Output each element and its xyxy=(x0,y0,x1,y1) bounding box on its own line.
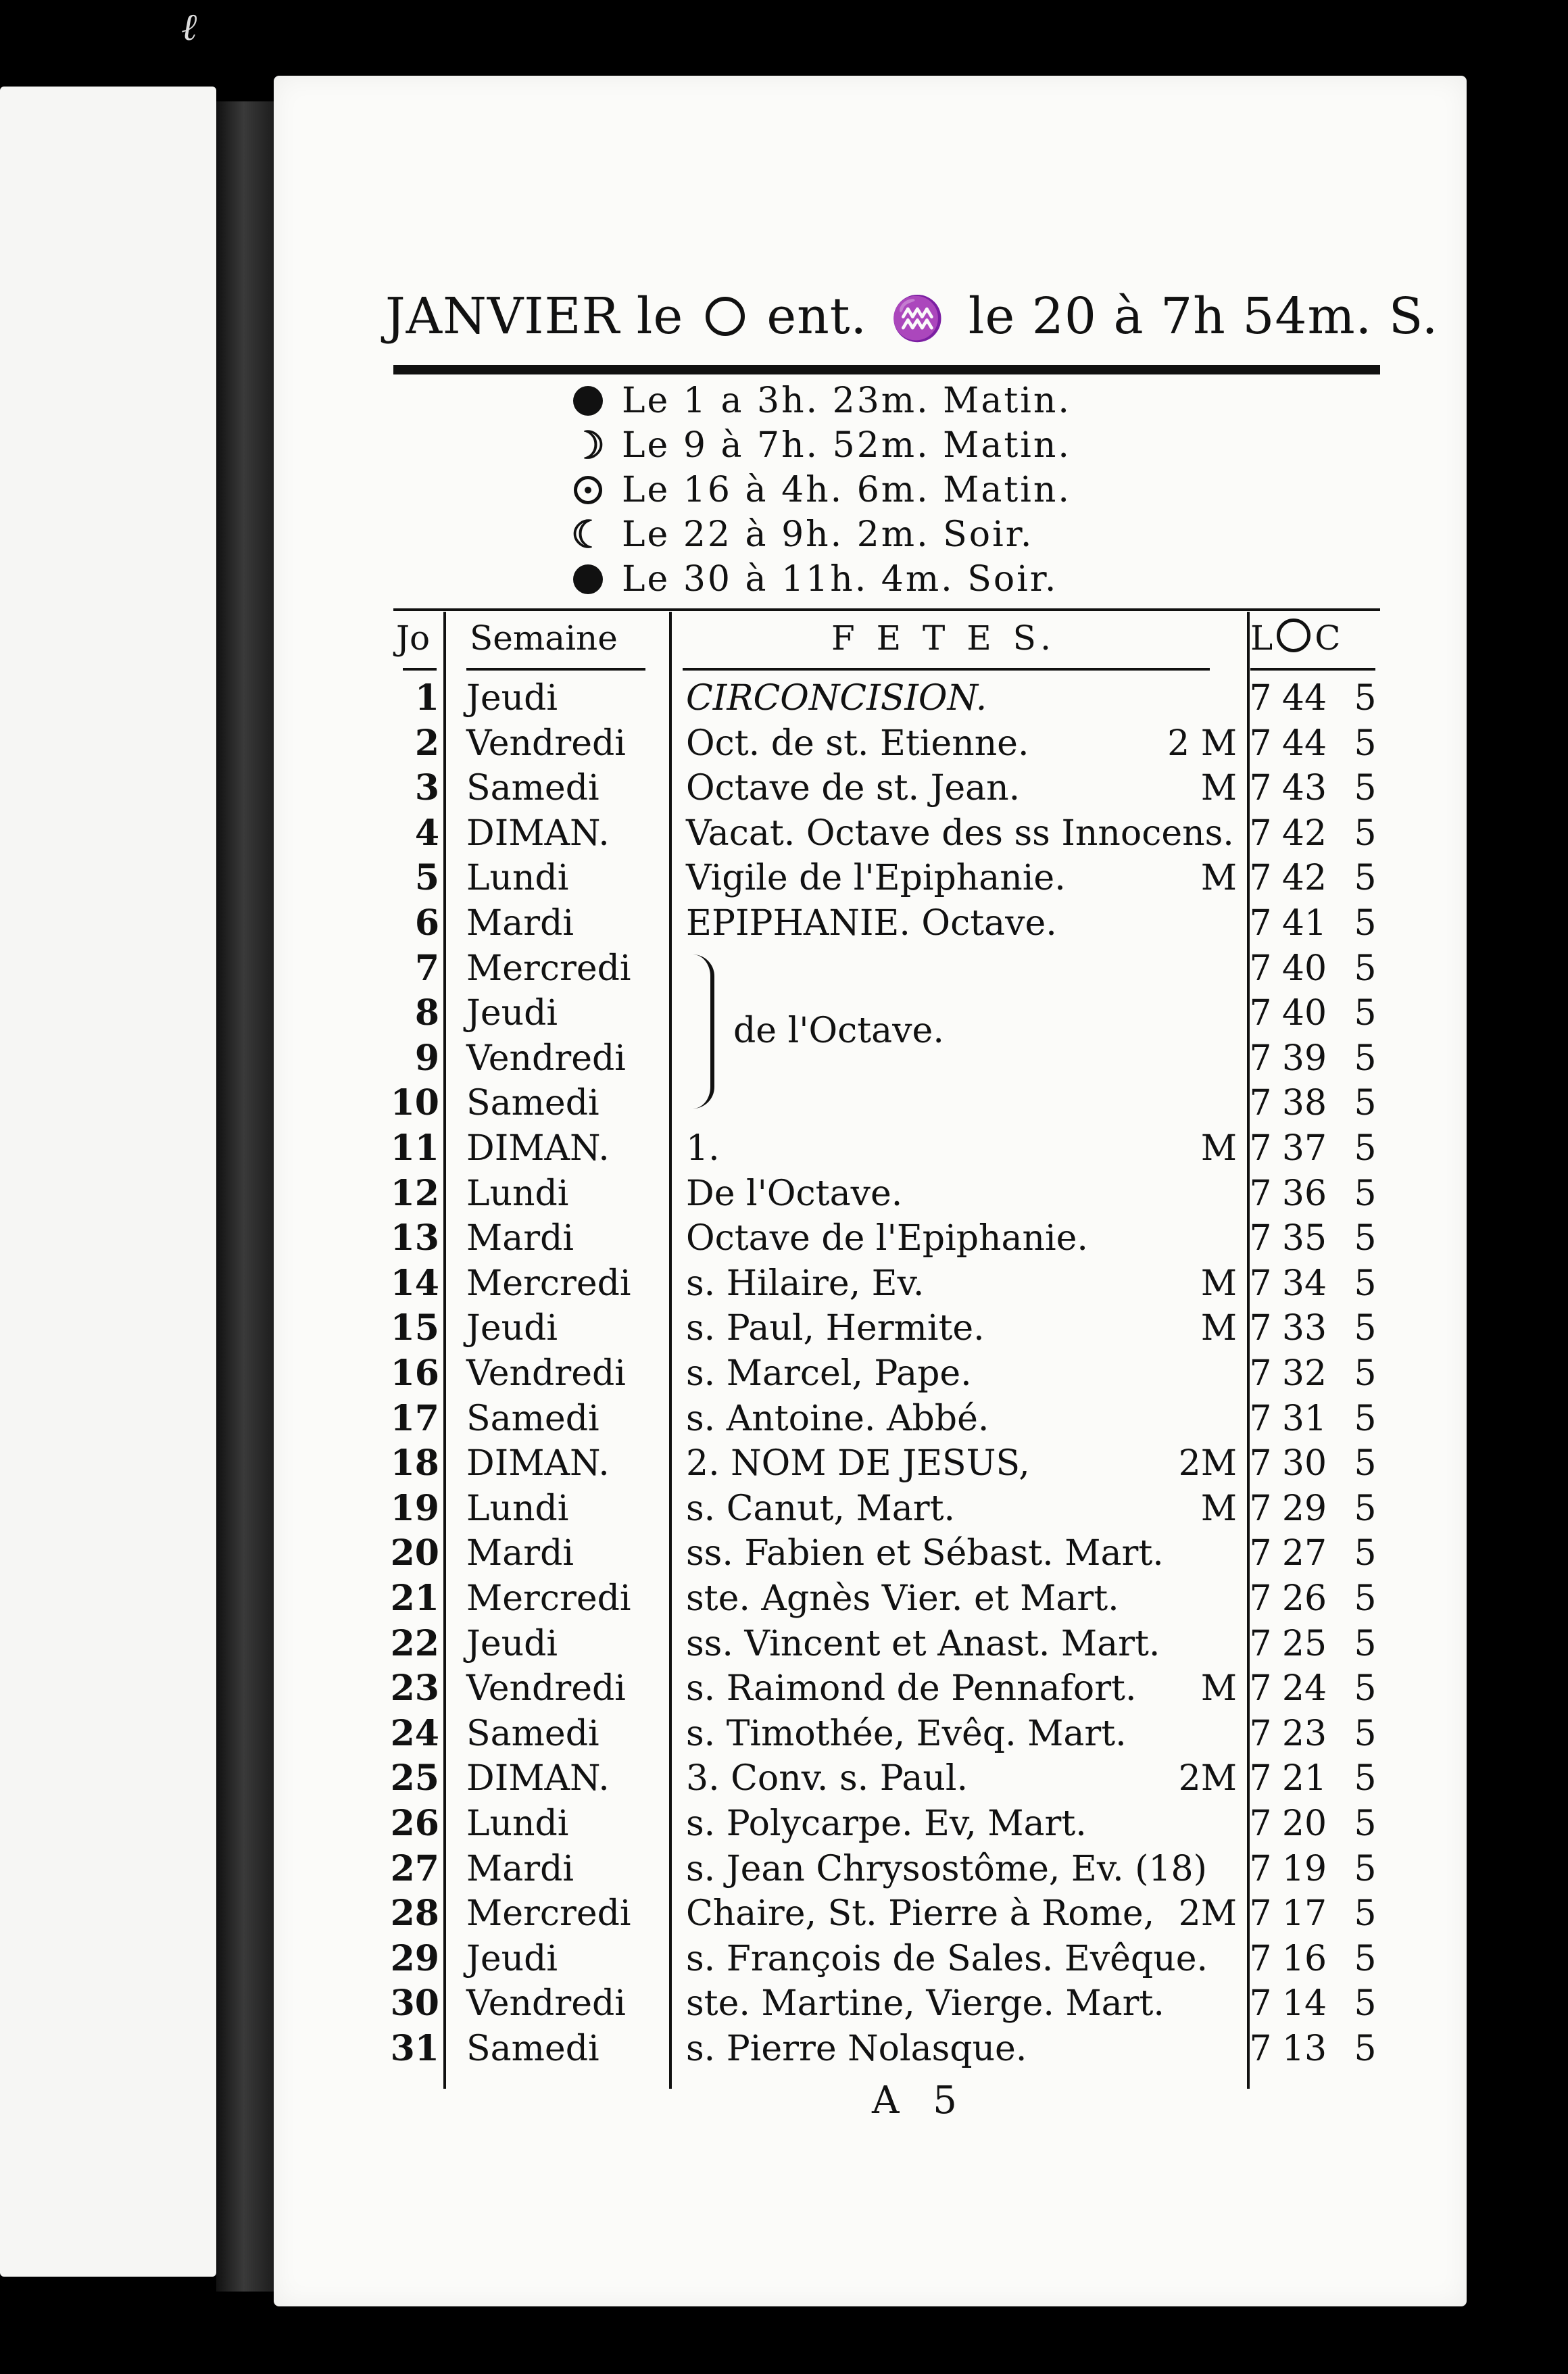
sunset-hour: 5 xyxy=(1354,1983,1377,2025)
sunrise-minute: 24 xyxy=(1281,1668,1327,1710)
table-row xyxy=(0,1261,1568,1307)
feast-name: 2. NOM DE JESUS, xyxy=(686,1443,1030,1484)
sunrise-hour: 7 xyxy=(1249,1938,1272,1979)
sunset-hour: 5 xyxy=(1354,1623,1377,1664)
day-number: 23 xyxy=(390,1668,439,1710)
sunrise-hour: 7 xyxy=(1249,1173,1272,1214)
sunrise-minute: 34 xyxy=(1281,1263,1327,1304)
weekday: Mercredi xyxy=(466,1263,631,1304)
feast-name: s. Raimond de Pennafort. xyxy=(686,1668,1137,1710)
octave-label: de l'Octave. xyxy=(733,1011,944,1051)
sunrise-minute: 30 xyxy=(1281,1443,1327,1484)
sunset-hour: 5 xyxy=(1354,1713,1377,1754)
sunset-hour: 5 xyxy=(1354,678,1377,719)
new-moon-icon xyxy=(568,564,608,594)
feast-name: Vacat. Octave des ss Innocens. xyxy=(686,813,1234,854)
sunrise-hour: 7 xyxy=(1249,1758,1272,1799)
feast-name: CIRCONCISION. xyxy=(686,678,987,719)
weekday: Samedi xyxy=(466,768,599,809)
sunrise-minute: 16 xyxy=(1281,1938,1327,1979)
sunrise-minute: 39 xyxy=(1281,1038,1327,1079)
sunrise-minute: 40 xyxy=(1281,948,1327,989)
day-number: 6 xyxy=(414,902,439,944)
table-row xyxy=(0,1351,1568,1397)
weekday: Mercredi xyxy=(466,948,631,989)
mass-mark: 2M xyxy=(1178,1443,1237,1484)
day-number: 19 xyxy=(390,1487,439,1529)
full-moon-icon xyxy=(568,476,608,504)
moon-phase-row xyxy=(568,557,1244,602)
mass-mark: 2M xyxy=(1178,1758,1237,1799)
weekday: Samedi xyxy=(466,1713,599,1754)
feast-name: s. Paul, Hermite. xyxy=(686,1308,985,1349)
feast-name: s. Canut, Mart. xyxy=(686,1488,955,1529)
octave-brace xyxy=(693,954,714,1109)
day-number: 16 xyxy=(390,1353,439,1394)
sunrise-hour: 7 xyxy=(1249,768,1272,809)
weekday: Jeudi xyxy=(466,1938,558,1979)
table-row xyxy=(0,1756,1568,1801)
weekday: Mardi xyxy=(466,1848,574,1889)
day-number: 17 xyxy=(390,1397,439,1439)
table-row xyxy=(0,856,1568,901)
moon-phase-text: Le 30 à 11h. 4m. Soir. xyxy=(622,559,1058,600)
feast-name: ste. Martine, Vierge. Mart. xyxy=(686,1983,1165,2025)
feast-name: Oct. de st. Etienne. xyxy=(686,723,1029,764)
table-row xyxy=(0,811,1568,856)
feast-name: EPIPHANIE. Octave. xyxy=(686,903,1057,944)
sunrise-hour: 7 xyxy=(1249,2029,1272,2069)
day-number: 24 xyxy=(390,1712,439,1754)
sunrise-hour: 7 xyxy=(1249,723,1272,764)
day-number: 11 xyxy=(390,1128,439,1169)
sunrise-minute: 14 xyxy=(1281,1983,1327,2025)
sunset-hour: 5 xyxy=(1354,813,1377,854)
feast-name: s. Marcel, Pape. xyxy=(686,1353,972,1394)
mass-mark: M xyxy=(1200,768,1237,809)
table-row xyxy=(0,1622,1568,1667)
moon-phase-row xyxy=(568,423,1244,468)
table-row xyxy=(0,1801,1568,1847)
moon-phase-text: Le 22 à 9h. 2m. Soir. xyxy=(622,514,1034,555)
moon-phases xyxy=(568,379,1244,602)
moon-phase-text: Le 1 a 3h. 23m. Matin. xyxy=(622,381,1071,421)
mass-mark: 2 M xyxy=(1167,723,1237,764)
weekday: Mardi xyxy=(466,1218,574,1259)
day-number: 18 xyxy=(390,1443,439,1484)
sunrise-hour: 7 xyxy=(1249,993,1272,1034)
table-row xyxy=(0,1666,1568,1712)
sunset-hour: 5 xyxy=(1354,1848,1377,1889)
mass-mark: 2M xyxy=(1178,1893,1237,1935)
mass-mark: M xyxy=(1200,1308,1237,1349)
feast-name: s. Polycarpe. Ev, Mart. xyxy=(686,1803,1087,1844)
sunrise-hour: 7 xyxy=(1249,1623,1272,1664)
sun-icon xyxy=(1277,619,1310,652)
sunset-hour: 5 xyxy=(1354,768,1377,809)
weekday: DIMAN. xyxy=(466,1443,610,1484)
table-row xyxy=(0,1081,1568,1126)
feast-name: ste. Agnès Vier. et Mart. xyxy=(686,1578,1119,1619)
moon-phase-row xyxy=(568,468,1244,512)
table-row xyxy=(0,1441,1568,1486)
table-row xyxy=(0,1891,1568,1937)
sunrise-hour: 7 xyxy=(1249,1578,1272,1619)
sunrise-hour: 7 xyxy=(1249,1353,1272,1394)
header-feasts: F E T E S. xyxy=(831,619,1056,658)
sunset-hour: 5 xyxy=(1354,1893,1377,1935)
mass-mark: M xyxy=(1200,1263,1237,1304)
weekday: DIMAN. xyxy=(466,1128,610,1169)
feast-name: Vigile de l'Epiphanie. xyxy=(686,858,1066,899)
sunrise-minute: 31 xyxy=(1281,1398,1327,1439)
day-number: 30 xyxy=(390,1983,439,2025)
sunset-hour: 5 xyxy=(1354,1398,1377,1439)
weekday: Jeudi xyxy=(466,678,558,719)
weekday: Mercredi xyxy=(466,1893,631,1935)
month-header xyxy=(385,287,1439,345)
moon-phase-row xyxy=(568,512,1244,557)
header-day: Jo xyxy=(396,619,431,658)
weekday: Jeudi xyxy=(466,1623,558,1664)
day-number: 5 xyxy=(414,857,439,899)
feast-name: s. Pierre Nolasque. xyxy=(686,2029,1027,2069)
sunset-hour: 5 xyxy=(1354,1668,1377,1710)
sunrise-minute: 38 xyxy=(1281,1083,1327,1124)
weekday: DIMAN. xyxy=(466,813,610,854)
day-number: 13 xyxy=(390,1217,439,1259)
day-number: 10 xyxy=(390,1082,439,1124)
weekday: Vendredi xyxy=(466,1983,626,2025)
weekday: Vendredi xyxy=(466,723,626,764)
sunrise-hour: 7 xyxy=(1249,1128,1272,1169)
weekday: Lundi xyxy=(466,1173,569,1214)
day-number: 22 xyxy=(390,1622,439,1664)
table-row xyxy=(0,1306,1568,1351)
sunset-hour: 5 xyxy=(1354,1533,1377,1574)
weekday: Mardi xyxy=(466,1533,574,1574)
day-number: 21 xyxy=(390,1578,439,1619)
table-row xyxy=(0,1216,1568,1261)
sunrise-hour: 7 xyxy=(1249,903,1272,944)
feast-name: s. Timothée, Evêq. Mart. xyxy=(686,1713,1127,1754)
header-underline xyxy=(466,668,645,671)
mass-mark: M xyxy=(1200,1488,1237,1529)
page-signature: A 5 xyxy=(872,2079,968,2123)
sunrise-hour: 7 xyxy=(1249,1803,1272,1844)
header-title-mid: ent. xyxy=(766,287,868,345)
sunrise-minute: 44 xyxy=(1281,723,1327,764)
sunrise-minute: 20 xyxy=(1281,1803,1327,1844)
header-week: Semaine xyxy=(470,619,618,658)
table-row xyxy=(0,1486,1568,1532)
sunrise-minute: 44 xyxy=(1281,678,1327,719)
sunrise-minute: 27 xyxy=(1281,1533,1327,1574)
sunrise-hour: 7 xyxy=(1249,678,1272,719)
weekday: Samedi xyxy=(466,1083,599,1124)
sunrise-minute: 29 xyxy=(1281,1488,1327,1529)
sunrise-minute: 25 xyxy=(1281,1623,1327,1664)
day-number: 4 xyxy=(414,812,439,854)
moon-phase-text: Le 16 à 4h. 6m. Matin. xyxy=(622,470,1071,510)
feast-name: s. François de Sales. Evêque. xyxy=(686,1938,1208,1979)
table-row xyxy=(0,1847,1568,1892)
sunrise-hour: 7 xyxy=(1249,1083,1272,1124)
header-sun-l: L xyxy=(1250,619,1273,658)
day-number: 25 xyxy=(390,1758,439,1799)
weekday: Mardi xyxy=(466,903,574,944)
day-number: 1 xyxy=(414,677,439,719)
sunset-hour: 5 xyxy=(1354,1083,1377,1124)
day-number: 29 xyxy=(390,1937,439,1979)
header-sun-c: C xyxy=(1315,619,1341,658)
sunset-hour: 5 xyxy=(1354,1218,1377,1259)
mass-mark: M xyxy=(1200,1668,1237,1710)
weekday: Vendredi xyxy=(466,1668,626,1710)
sunset-hour: 5 xyxy=(1354,1038,1377,1079)
day-number: 28 xyxy=(390,1893,439,1935)
weekday: Samedi xyxy=(466,2029,599,2069)
sunrise-hour: 7 xyxy=(1249,1893,1272,1935)
header-underline xyxy=(1250,668,1375,671)
sunrise-minute: 26 xyxy=(1281,1578,1327,1619)
sunrise-hour: 7 xyxy=(1249,1218,1272,1259)
sunrise-hour: 7 xyxy=(1249,1983,1272,2025)
weekday: Lundi xyxy=(466,1488,569,1529)
new-moon-icon xyxy=(568,386,608,416)
weekday: Samedi xyxy=(466,1398,599,1439)
table-row xyxy=(0,1712,1568,1757)
day-number: 8 xyxy=(414,992,439,1034)
sunrise-hour: 7 xyxy=(1249,1308,1272,1349)
table-top-rule xyxy=(393,608,1380,611)
mass-mark: M xyxy=(1200,858,1237,899)
feast-name: 3. Conv. s. Paul. xyxy=(686,1758,969,1799)
feast-name: Chaire, St. Pierre à Rome, xyxy=(686,1893,1155,1935)
sunrise-minute: 42 xyxy=(1281,813,1327,854)
feast-name: s. Hilaire, Ev. xyxy=(686,1263,925,1304)
sunrise-hour: 7 xyxy=(1249,1038,1272,1079)
last-quarter-icon: ☾ xyxy=(570,512,606,557)
day-number: 15 xyxy=(390,1307,439,1349)
sunset-hour: 5 xyxy=(1354,1173,1377,1214)
day-number: 3 xyxy=(414,767,439,809)
sunset-hour: 5 xyxy=(1354,1263,1377,1304)
sunrise-hour: 7 xyxy=(1249,1713,1272,1754)
sunrise-hour: 7 xyxy=(1249,813,1272,854)
sunrise-minute: 37 xyxy=(1281,1128,1327,1169)
header-rule xyxy=(393,365,1380,374)
moon-phase-row xyxy=(568,379,1244,423)
sunrise-hour: 7 xyxy=(1249,1263,1272,1304)
weekday: Lundi xyxy=(466,858,569,899)
sunrise-minute: 43 xyxy=(1281,768,1327,809)
table-row xyxy=(0,901,1568,946)
sunset-hour: 5 xyxy=(1354,1578,1377,1619)
sunrise-minute: 36 xyxy=(1281,1173,1327,1214)
weekday: DIMAN. xyxy=(466,1758,610,1799)
sunrise-hour: 7 xyxy=(1249,1443,1272,1484)
table-row xyxy=(0,1171,1568,1217)
sunrise-minute: 41 xyxy=(1281,903,1327,944)
weekday: Mercredi xyxy=(466,1578,631,1619)
sunrise-minute: 35 xyxy=(1281,1218,1327,1259)
table-row xyxy=(0,1126,1568,1171)
day-number: 2 xyxy=(414,722,439,764)
sunset-hour: 5 xyxy=(1354,1353,1377,1394)
weekday: Vendredi xyxy=(466,1038,626,1079)
feast-name: s. Antoine. Abbé. xyxy=(686,1398,989,1439)
feast-name: Octave de l'Epiphanie. xyxy=(686,1218,1088,1259)
sunset-hour: 5 xyxy=(1354,858,1377,899)
sunset-hour: 5 xyxy=(1354,1488,1377,1529)
sunrise-hour: 7 xyxy=(1249,858,1272,899)
table-row xyxy=(0,1937,1568,1982)
moon-phase-text: Le 9 à 7h. 52m. Matin. xyxy=(622,425,1071,466)
sunrise-minute: 40 xyxy=(1281,993,1327,1034)
table-row xyxy=(0,946,1568,992)
sunrise-hour: 7 xyxy=(1249,1533,1272,1574)
day-number: 14 xyxy=(390,1262,439,1304)
feast-name: De l'Octave. xyxy=(686,1173,903,1214)
table-row xyxy=(0,1397,1568,1442)
sunset-hour: 5 xyxy=(1354,1758,1377,1799)
table-row xyxy=(0,2027,1568,2072)
sunrise-minute: 13 xyxy=(1281,2029,1327,2069)
header-title-left: JANVIER le xyxy=(385,287,684,345)
weekday: Jeudi xyxy=(466,993,558,1034)
weekday: Jeudi xyxy=(466,1308,558,1349)
header-underline xyxy=(683,668,1210,671)
feast-name: s. Jean Chrysostôme, Ev. (18) xyxy=(686,1848,1207,1889)
sunset-hour: 5 xyxy=(1354,1308,1377,1349)
sunset-hour: 5 xyxy=(1354,1443,1377,1484)
sunset-hour: 5 xyxy=(1354,1128,1377,1169)
table-row xyxy=(0,676,1568,721)
weekday: Lundi xyxy=(466,1803,569,1844)
sunset-hour: 5 xyxy=(1354,993,1377,1034)
sunrise-minute: 33 xyxy=(1281,1308,1327,1349)
day-number: 20 xyxy=(390,1532,439,1574)
table-row xyxy=(0,766,1568,811)
day-number: 26 xyxy=(390,1803,439,1844)
sunrise-hour: 7 xyxy=(1249,1398,1272,1439)
first-quarter-icon: ☽ xyxy=(570,423,606,468)
sunrise-hour: 7 xyxy=(1249,1848,1272,1889)
sunrise-minute: 19 xyxy=(1281,1848,1327,1889)
feast-name: ss. Fabien et Sébast. Mart. xyxy=(686,1533,1164,1574)
sunset-hour: 5 xyxy=(1354,2029,1377,2069)
day-number: 27 xyxy=(390,1847,439,1889)
header-sun xyxy=(1250,619,1340,658)
sunrise-minute: 21 xyxy=(1281,1758,1327,1799)
day-number: 12 xyxy=(390,1172,439,1214)
table-row xyxy=(0,1981,1568,2027)
feast-name: Octave de st. Jean. xyxy=(686,768,1021,809)
sunset-hour: 5 xyxy=(1354,1938,1377,1979)
sunrise-minute: 32 xyxy=(1281,1353,1327,1394)
day-number: 31 xyxy=(390,2028,439,2069)
sunrise-minute: 17 xyxy=(1281,1893,1327,1935)
sunrise-minute: 23 xyxy=(1281,1713,1327,1754)
sunset-hour: 5 xyxy=(1354,1803,1377,1844)
sunrise-hour: 7 xyxy=(1249,1488,1272,1529)
sunrise-hour: 7 xyxy=(1249,1668,1272,1710)
weekday: Vendredi xyxy=(466,1353,626,1394)
corner-mark: ℓ xyxy=(181,5,197,49)
header-title-right: le 20 à 7h 54m. S. xyxy=(968,287,1439,345)
feast-name: 1. xyxy=(686,1128,720,1169)
sunset-hour: 5 xyxy=(1354,903,1377,944)
day-number: 9 xyxy=(414,1037,439,1079)
sunrise-minute: 42 xyxy=(1281,858,1327,899)
sunset-hour: 5 xyxy=(1354,948,1377,989)
sunset-hour: 5 xyxy=(1354,723,1377,764)
feast-name: ss. Vincent et Anast. Mart. xyxy=(686,1623,1160,1664)
table-row xyxy=(0,1576,1568,1622)
table-row xyxy=(0,1531,1568,1576)
sun-icon xyxy=(706,297,745,336)
day-number: 7 xyxy=(414,947,439,989)
mass-mark: M xyxy=(1200,1128,1237,1169)
table-row xyxy=(0,721,1568,767)
sunrise-hour: 7 xyxy=(1249,948,1272,989)
aquarius-icon: ♒ xyxy=(890,294,946,344)
header-underline xyxy=(403,668,437,671)
